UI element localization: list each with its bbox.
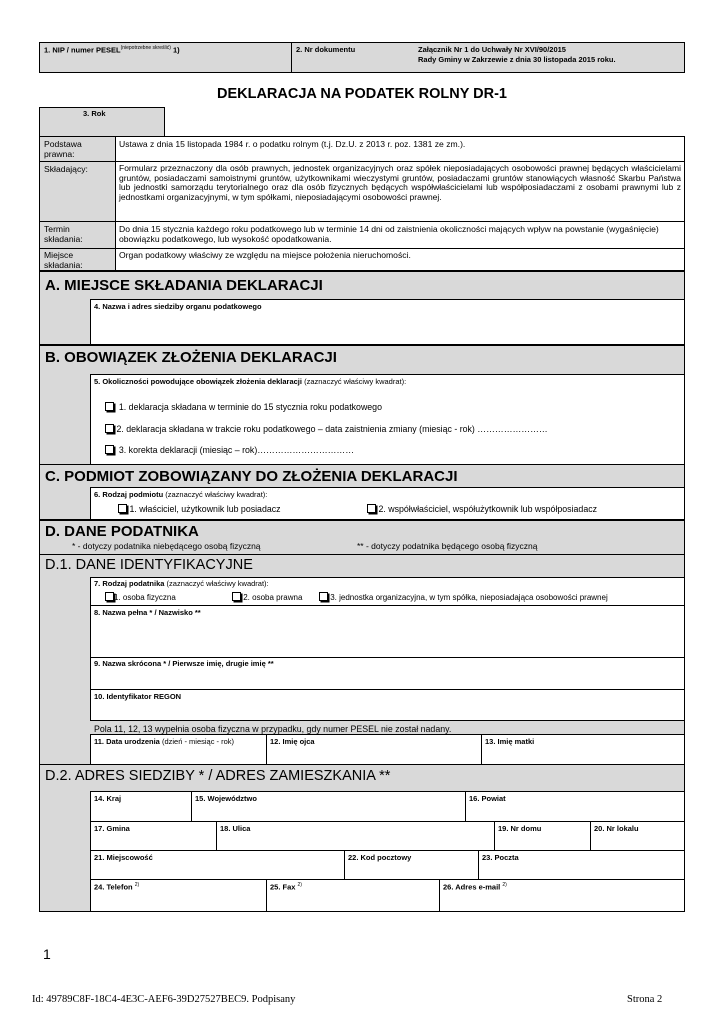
document-id: Id: 49789C8F-18C4-4E3C-AEF6-39D27527BEC9. Podpisany: [32, 994, 296, 1005]
year-label: 3. Rok: [83, 109, 106, 118]
field-11-label[interactable]: [94, 737, 234, 746]
nip-label: 1. NIP / numer PESEL: [44, 45, 121, 55]
checkbox-icon[interactable]: [232, 592, 241, 601]
checkbox-icon[interactable]: [105, 402, 114, 411]
annex-line2: Rady Gminy w Zakrzewie z dnia 30 listopada 2015 roku.: [418, 55, 616, 64]
field-6-option-2[interactable]: [367, 504, 597, 514]
field-26-title: 26. Adres e-mail: [443, 882, 501, 892]
doc-number-label: 2. Nr dokumentu: [296, 45, 356, 54]
field-12-label[interactable]: 12. Imię ojca: [270, 737, 315, 746]
miejsce-text: Organ podatkowy właściwy ze względu na miejsce położenia nieruchomości.: [119, 250, 411, 260]
field-5-option-2-label: 2. deklaracja składana w trakcie roku podatkowego – data zaistnienia zmiany (miesiąc - rok) ……………………: [116, 424, 548, 434]
address-grid: [90, 791, 685, 912]
field-25-sup: 2): [297, 882, 302, 888]
field-7-option-1[interactable]: [105, 592, 176, 602]
page-title: DEKLARACJA NA PODATEK ROLNY DR-1: [216, 86, 507, 102]
field-7-option-2-label: 2. osoba prawna: [243, 593, 303, 602]
field-9-label: 9. Nazwa skrócona * / Pierwsze imię, drugie imię **: [94, 659, 274, 668]
field-7-option-1-label: 1. osoba fizyczna: [114, 593, 176, 602]
section-d-note-2: ** - dotyczy podatnika będącego osobą fizyczną: [357, 541, 538, 551]
field-5-label: [94, 377, 406, 386]
field-7-option-3[interactable]: [319, 592, 608, 602]
termin-label: Termin składania:: [44, 224, 83, 245]
field-5-title: 5. Okoliczności powodujące obowiązek złożenia deklaracji: [94, 377, 302, 386]
field-25-title: 25. Fax: [270, 882, 296, 892]
field-7-note: (zaznaczyć właściwy kwadrat):: [166, 579, 269, 588]
field-4-label: 4. Nazwa i adres siedziby organu podatkowego: [94, 302, 262, 311]
field-5-option-2[interactable]: [105, 424, 548, 434]
section-d2-title: D.2. ADRES SIEDZIBY * / ADRES ZAMIESZKANIA **: [45, 768, 391, 784]
field-7-label: [94, 579, 269, 588]
field-11-note: (dzień - miesiąc - rok): [161, 737, 235, 746]
field-5-option-1[interactable]: [105, 402, 382, 412]
checkbox-icon[interactable]: [105, 592, 114, 601]
checkbox-icon[interactable]: [105, 424, 114, 433]
pola-note: Pola 11, 12, 13 wypełnia osoba fizyczna w przypadku, gdy numer PESEL nie został nadany.: [94, 724, 452, 734]
nip-sup: 1): [172, 45, 180, 55]
field-21-label[interactable]: 21. Miejscowość: [94, 853, 153, 862]
section-b-title: B. OBOWIĄZEK ZŁOŻENIA DEKLARACJI: [45, 349, 337, 366]
field-5-option-3-label: 3. korekta deklaracji (miesiąc – rok)……………………………: [118, 445, 355, 455]
field-8-label: 8. Nazwa pełna * / Nazwisko **: [94, 608, 201, 617]
field-18-label[interactable]: 18. Ulica: [220, 824, 251, 833]
field-26-sup: 2): [502, 882, 507, 888]
field-24-sup: 2): [134, 882, 140, 888]
page-label: Strona 2: [627, 994, 663, 1005]
field-20-label[interactable]: 20. Nr lokalu: [594, 824, 639, 833]
field-5-option-3[interactable]: [105, 445, 354, 455]
skladajacy-text: Formularz przeznaczony dla osób prawnych, jednostek organizacyjnych oraz spółek nieposiadających osobowości prawnej będących właścicielami gruntów, posiadaczami samoistnymi gruntów, użytkownikami wieczystymi gruntów, posiadaczami gruntów stanowiących własność Skarbu Państwa lub jednostki samorządu terytorialnego oraz dla osób fizycznych będących współwłaścicielami lub współposiadaczami z osobami prawnymi lub z jednostkami organizacyjnymi, w tym spółkami, nieposiadającymi osobowości prawnej.: [119, 163, 681, 202]
field-24-title: 24. Telefon: [94, 882, 133, 892]
annex-line1: Załącznik Nr 1 do Uchwały Nr XVI/90/2015: [418, 45, 566, 54]
field-6-option-1-label: 1. właściciel, użytkownik lub posiadacz: [129, 504, 281, 514]
field-24-label[interactable]: [94, 882, 139, 892]
section-a-title: A. MIEJSCE SKŁADANIA DEKLARACJI: [45, 277, 323, 294]
field-25-label[interactable]: [270, 882, 302, 892]
field-22-label[interactable]: 22. Kod pocztowy: [348, 853, 412, 862]
podstawa-text: Ustawa z dnia 15 listopada 1984 r. o podatku rolnym (t.j. Dz.U. z 2013 r. poz. 1381 ze zm.).: [119, 139, 466, 149]
termin-text: Do dnia 15 stycznia każdego roku podatkowego lub w terminie 14 dni od zaistnienia okoliczności mających wpływ na powstanie (wygaśnięcie) obowiązku podatkowego, lub wysokość opodatkowania.: [119, 224, 659, 245]
section-d1-title: D.1. DANE IDENTYFIKACYJNE: [45, 557, 253, 573]
field-13-label[interactable]: 13. Imię matki: [485, 737, 535, 746]
field-16-label[interactable]: 16. Powiat: [469, 794, 506, 803]
field-15-label[interactable]: 15. Województwo: [195, 794, 257, 803]
field-5-option-1-label: 1. deklaracja składana w terminie do 15 stycznia roku podatkowego: [118, 402, 382, 412]
field-7-option-2[interactable]: [232, 592, 302, 602]
field-14-label[interactable]: 14. Kraj: [94, 794, 122, 803]
field-6-option-2-label: 2. współwłaściciel, współużytkownik lub współposiadacz: [378, 504, 598, 514]
field-11-title: 11. Data urodzenia: [94, 737, 160, 746]
checkbox-icon[interactable]: [319, 592, 328, 601]
checkbox-icon[interactable]: [367, 504, 376, 513]
field-7-title: 7. Rodzaj podatnika: [94, 579, 165, 588]
field-6-label: [94, 490, 267, 499]
section-d-note-1: * - dotyczy podatnika niebędącego osobą fizyczną: [72, 541, 261, 551]
miejsce-label: Miejsce składania:: [44, 250, 83, 271]
field-6-option-1[interactable]: [118, 504, 281, 514]
section-c-title: C. PODMIOT ZOBOWIĄZANY DO ZŁOŻENIA DEKLARACJI: [45, 468, 458, 485]
field-7-option-3-label: 3. jednostka organizacyjna, w tym spółka, nieposiadająca osobowości prawnej: [330, 593, 608, 602]
field-6-title: 6. Rodzaj podmiotu: [94, 490, 164, 499]
field-17-label[interactable]: 17. Gmina: [94, 824, 130, 833]
section-d-title: D. DANE PODATNIKA: [45, 523, 199, 540]
field-10-label: 10. Identyfikator REGON: [94, 692, 182, 701]
nip-note: (niepotrzebne skreślić): [120, 45, 171, 51]
field-19-label[interactable]: 19. Nr domu: [498, 824, 542, 833]
podstawa-label: Podstawa prawna:: [44, 139, 82, 160]
page-number: 1: [43, 946, 51, 962]
checkbox-icon[interactable]: [105, 445, 114, 454]
field-26-label[interactable]: [443, 882, 507, 892]
checkbox-icon[interactable]: [118, 504, 127, 513]
field-6-note: (zaznaczyć właściwy kwadrat):: [165, 490, 268, 499]
field-5-note: (zaznaczyć właściwy kwadrat):: [304, 377, 407, 386]
field-23-label[interactable]: 23. Poczta: [482, 853, 519, 862]
nip-field[interactable]: [44, 45, 180, 55]
skladajacy-label: Składający:: [44, 164, 88, 174]
